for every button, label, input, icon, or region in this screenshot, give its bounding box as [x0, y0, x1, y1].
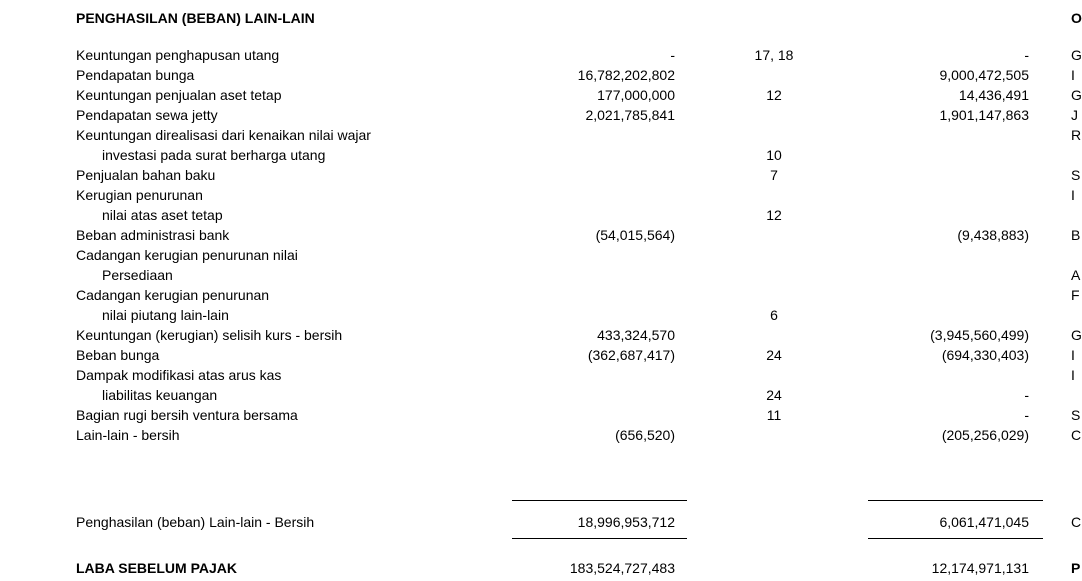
- row-value-prior: (694,330,403): [941, 347, 1029, 363]
- row-value-current: (362,687,417): [587, 347, 675, 363]
- row-eng-label: G: [1071, 87, 1082, 103]
- row-value-current: (54,015,564): [595, 227, 675, 243]
- row-label: Keuntungan penjualan aset tetap: [76, 87, 282, 103]
- table-row: [0, 225, 1079, 245]
- row-note: 7: [770, 167, 778, 183]
- subtotal-rule-current: [512, 500, 687, 501]
- row-value-prior: (205,256,029): [941, 427, 1029, 443]
- subtotal-rule-prior: [868, 500, 1043, 501]
- row-label: nilai atas aset tetap: [102, 207, 223, 223]
- row-value-prior: 9,000,472,505: [939, 67, 1029, 83]
- row-eng-label: I: [1071, 67, 1075, 83]
- table-row: [0, 425, 1082, 445]
- row-note: 12: [766, 207, 782, 223]
- row-eng-label: S: [1071, 167, 1081, 183]
- row-eng-label: G: [1071, 327, 1082, 343]
- row-eng-label: A: [1071, 267, 1081, 283]
- table-row: [0, 125, 1082, 145]
- row-label: Bagian rugi bersih ventura bersama: [76, 407, 298, 423]
- table-row: [0, 145, 1079, 165]
- row-value-prior: -: [1024, 47, 1029, 63]
- subtotal-eng-label: C: [1071, 514, 1082, 530]
- row-note: 24: [766, 347, 782, 363]
- row-label: Beban administrasi bank: [76, 227, 230, 243]
- row-value-current: 177,000,000: [597, 87, 675, 103]
- total-eng-label: P: [1071, 560, 1081, 576]
- row-label: Cadangan kerugian penurunan: [76, 287, 270, 303]
- row-eng-label: J: [1071, 107, 1078, 123]
- table-row: [0, 205, 1079, 225]
- row-note: 10: [766, 147, 782, 163]
- row-value-prior: 14,436,491: [958, 87, 1029, 103]
- row-label: Beban bunga: [76, 347, 160, 363]
- row-eng-label: R: [1071, 127, 1082, 143]
- row-note: 24: [766, 387, 782, 403]
- row-value-prior: -: [1024, 387, 1029, 403]
- row-label: Penjualan bahan baku: [76, 167, 216, 183]
- row-value-current: -: [670, 47, 675, 63]
- row-label: Kerugian penurunan: [76, 187, 203, 203]
- row-value-current: 433,324,570: [597, 327, 675, 343]
- row-value-current: 2,021,785,841: [585, 107, 675, 123]
- row-value-prior: -: [1024, 407, 1029, 423]
- row-label: Keuntungan direalisasi dari kenaikan nilai wajar: [76, 127, 371, 143]
- total-rule-prior: [868, 538, 1043, 539]
- row-note: 6: [770, 307, 778, 323]
- row-eng-label: I: [1071, 367, 1075, 383]
- table-row: [0, 385, 1079, 405]
- row-label: Cadangan kerugian penurunan nilai: [76, 247, 298, 263]
- table-row: [0, 405, 1079, 425]
- row-eng-label: C: [1071, 427, 1082, 443]
- subtotal-label: Penghasilan (beban) Lain-lain - Bersih: [76, 514, 315, 530]
- row-value-prior: 1,901,147,863: [939, 107, 1029, 123]
- total-rule-current: [512, 538, 687, 539]
- row-note: 17, 18: [754, 47, 794, 63]
- row-eng-label: S: [1071, 407, 1081, 423]
- total-value-current: 183,524,727,483: [569, 560, 675, 576]
- table-row: [0, 365, 1079, 385]
- table-row: [0, 285, 1079, 305]
- row-eng-label: I: [1071, 347, 1075, 363]
- row-value-prior: (3,945,560,499): [930, 327, 1029, 343]
- table-row: [0, 85, 1082, 105]
- table-row: [0, 265, 1079, 285]
- table-row: [0, 325, 1082, 345]
- subtotal-row: [0, 512, 1082, 532]
- row-value-current: (656,520): [615, 427, 675, 443]
- row-label: Dampak modifikasi atas arus kas: [76, 367, 282, 383]
- section-title-eng: O: [1071, 10, 1082, 26]
- table-row: [0, 165, 1079, 185]
- row-label: Persediaan: [102, 267, 173, 283]
- row-value-current: 16,782,202,802: [577, 67, 675, 83]
- table-row: [0, 345, 1079, 365]
- row-label: nilai piutang lain-lain: [102, 307, 229, 323]
- row-eng-label: B: [1071, 227, 1081, 243]
- row-label: Keuntungan (kerugian) selisih kurs - bersih: [76, 327, 343, 343]
- table-row: [0, 245, 1079, 265]
- table-row: [0, 105, 1079, 125]
- row-label: liabilitas keuangan: [102, 387, 218, 403]
- subtotal-value-current: 18,996,953,712: [577, 514, 675, 530]
- table-row: [0, 305, 1079, 325]
- table-row: [0, 65, 1079, 85]
- row-note: 12: [766, 87, 782, 103]
- row-eng-label: I: [1071, 187, 1075, 203]
- table-row: [0, 45, 1082, 65]
- section-title: PENGHASILAN (BEBAN) LAIN-LAIN: [76, 10, 315, 26]
- row-note: 11: [766, 407, 782, 423]
- row-label: Pendapatan bunga: [76, 67, 195, 83]
- row-value-prior: (9,438,883): [957, 227, 1029, 243]
- row-label: investasi pada surat berharga utang: [102, 147, 326, 163]
- row-label: Keuntungan penghapusan utang: [76, 47, 280, 63]
- row-label: Pendapatan sewa jetty: [76, 107, 218, 123]
- table-row: [0, 185, 1079, 205]
- total-label: LABA SEBELUM PAJAK: [76, 560, 238, 576]
- row-eng-label: G: [1071, 47, 1082, 63]
- section-header-row: [0, 8, 1082, 28]
- subtotal-value-prior: 6,061,471,045: [939, 514, 1029, 530]
- total-value-prior: 12,174,971,131: [931, 560, 1029, 576]
- row-label: Lain-lain - bersih: [76, 427, 180, 443]
- total-row: [0, 558, 1079, 578]
- row-eng-label: F: [1071, 287, 1080, 303]
